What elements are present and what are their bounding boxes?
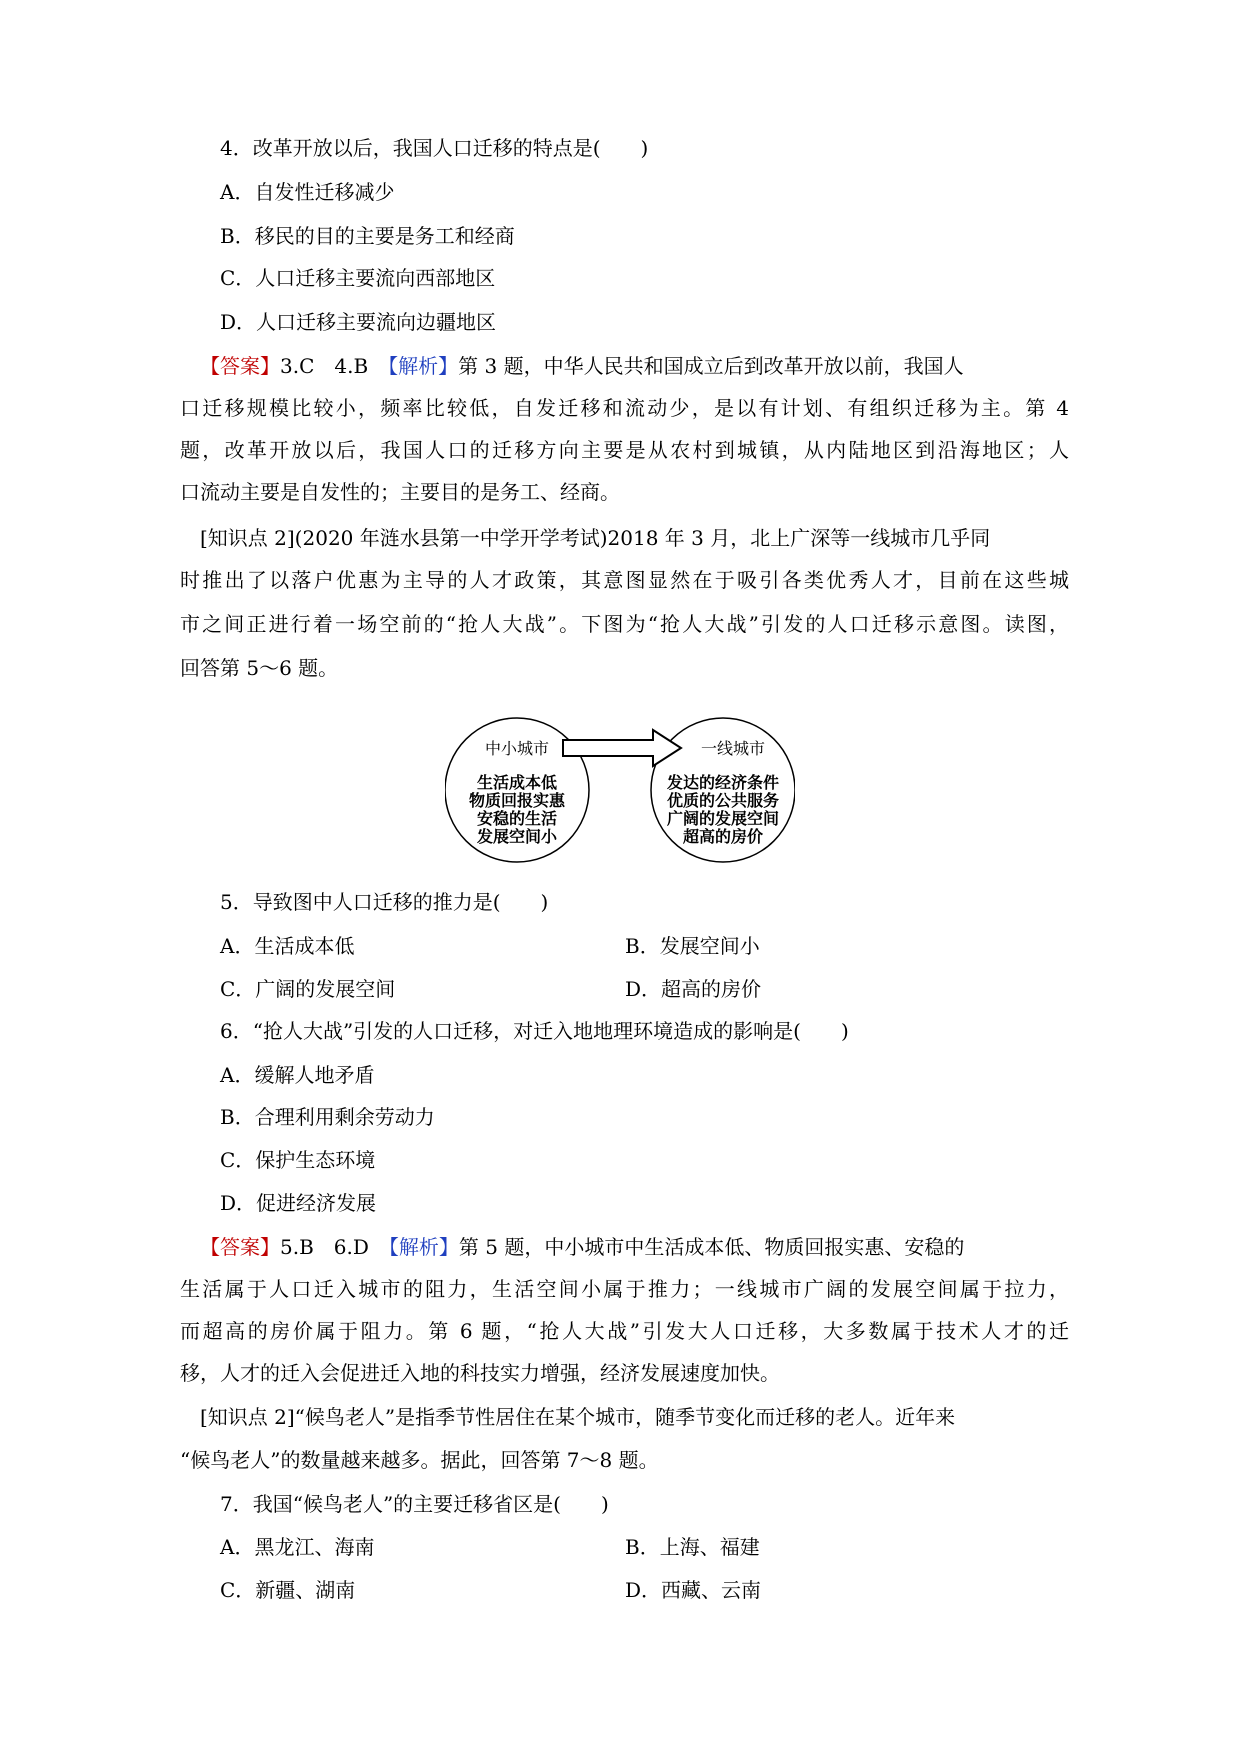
analysis-3-4-line: 口流动主要是自发性的；主要目的是务工、经商。 <box>180 480 620 504</box>
big-city-item: 发达的经济条件 <box>666 773 780 792</box>
analysis-5-6-line: 生活属于人口迁入城市的阻力，生活空间小属于推力；一线城市广阔的发展空间属于拉力， <box>180 1277 1069 1301</box>
knowledge-point-2-line: “候鸟老人”的数量越来越多。据此，回答第 7～8 题。 <box>180 1448 659 1472</box>
question-5-option-a: A．生活成本低 <box>220 934 355 958</box>
small-city-item: 发展空间小 <box>476 827 558 846</box>
answer-tag: 【答案】 <box>200 354 280 378</box>
answer-tag: 【答案】 <box>200 1235 280 1259</box>
question-7-option-b: B．上海、福建 <box>625 1535 760 1559</box>
question-7-stem: 7．我国“候鸟老人”的主要迁移省区是( ) <box>220 1492 609 1516</box>
small-city-item: 物质回报实惠 <box>468 791 566 810</box>
big-city-item: 优质的公共服务 <box>666 791 780 810</box>
question-4-stem: 4．改革开放以后，我国人口迁移的特点是( ) <box>220 136 649 160</box>
analysis-3-4-line: 口迁移规模比较小，频率比较低，自发迁移和流动少，是以有计划、有组织迁移为主。第 4 <box>180 396 1069 420</box>
big-city-item: 广阔的发展空间 <box>666 809 780 828</box>
question-6-option-a: A．缓解人地矛盾 <box>220 1063 375 1087</box>
question-4-option-d: D．人口迁移主要流向边疆地区 <box>220 310 497 334</box>
knowledge-point-line: 时推出了以落户优惠为主导的人才政策，其意图显然在于吸引各类优秀人才，目前在这些城 <box>180 568 1069 592</box>
knowledge-point-2-line: [知识点 2]“候鸟老人”是指季节性居住在某个城市，随季节变化而迁移的老人。近年来 <box>200 1405 956 1429</box>
question-7-option-d: D．西藏、云南 <box>625 1578 762 1602</box>
small-city-item: 安稳的生活 <box>476 809 558 828</box>
question-6-option-d: D．促进经济发展 <box>220 1191 377 1215</box>
small-city-title: 中小城市 <box>484 739 550 758</box>
question-6-option-b: B．合理利用剩余劳动力 <box>220 1105 435 1129</box>
question-5-option-d: D．超高的房价 <box>625 977 762 1001</box>
answer-3-4-first-line <box>200 352 964 380</box>
question-6-stem: 6．“抢人大战”引发的人口迁移，对迁入地地理环境造成的影响是( ) <box>220 1019 849 1043</box>
small-city-item: 生活成本低 <box>476 773 558 792</box>
question-4-option-b: B．移民的目的主要是务工和经商 <box>220 224 515 248</box>
big-city-title: 一线城市 <box>700 739 766 758</box>
answer-5-6-first-line <box>200 1233 964 1261</box>
question-5-option-b: B．发展空间小 <box>625 934 760 958</box>
question-5-option-c: C．广阔的发展空间 <box>220 977 396 1001</box>
question-4-option-a: A．自发性迁移减少 <box>220 180 395 204</box>
question-7-option-a: A．黑龙江、海南 <box>220 1535 375 1559</box>
analysis-tag: 【解析】 <box>388 354 459 378</box>
question-4-option-c: C．人口迁移主要流向西部地区 <box>220 266 496 290</box>
question-7-option-c: C．新疆、湖南 <box>220 1578 356 1602</box>
knowledge-point-line: 回答第 5～6 题。 <box>180 656 339 680</box>
knowledge-point-line: [知识点 2](2020 年涟水县第一中学开学考试)2018 年 3 月，北上广深等一线城市几乎同 <box>200 526 991 550</box>
analysis-tag: 【解析】 <box>388 1235 459 1259</box>
analysis-text: 第 5 题，中小城市中生活成本低、物质回报实惠、安稳的 <box>458 1235 965 1259</box>
big-city-item: 超高的房价 <box>682 827 764 846</box>
analysis-text: 第 3 题，中华人民共和国成立后到改革开放以前，我国人 <box>458 354 964 378</box>
analysis-5-6-line: 移，人才的迁入会促进迁入地的科技实力增强，经济发展速度加快。 <box>180 1361 780 1385</box>
answer-values: 5.B 6.D <box>280 1235 389 1259</box>
question-6-option-c: C．保护生态环境 <box>220 1148 376 1172</box>
analysis-5-6-line: 而超高的房价属于阻力。第 6 题，“抢人大战”引发大人口迁移，大多数属于技术人才的迁 <box>180 1319 1069 1343</box>
knowledge-point-line: 市之间正进行着一场空前的“抢人大战”。下图为“抢人大战”引发的人口迁移示意图。读图， <box>180 612 1069 636</box>
migration-diagram <box>445 710 795 870</box>
question-5-stem: 5．导致图中人口迁移的推力是( ) <box>220 890 549 914</box>
answer-values: 3.C 4.B <box>280 354 389 378</box>
analysis-3-4-line: 题，改革开放以后，我国人口的迁移方向主要是从农村到城镇，从内陆地区到沿海地区；人 <box>180 438 1069 462</box>
